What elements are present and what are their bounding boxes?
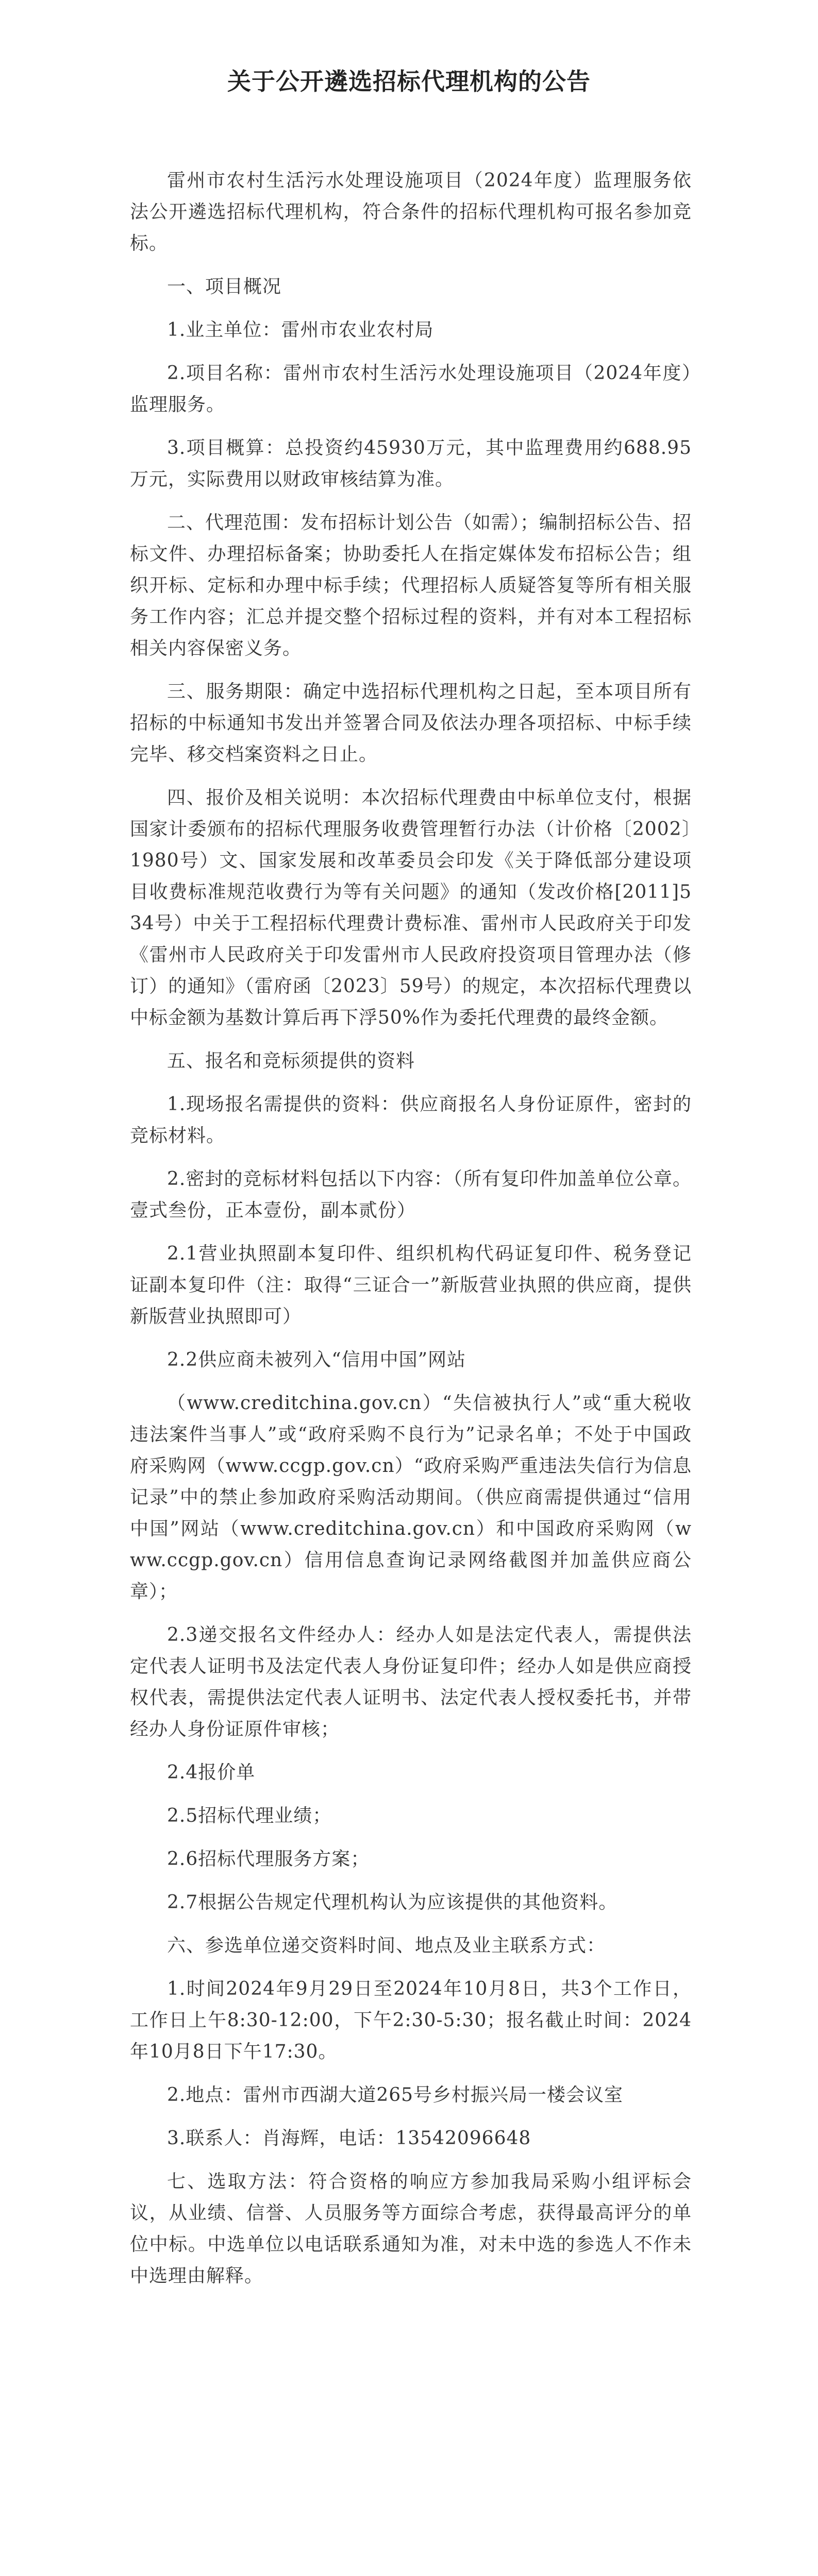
heading-required-materials: 五、报名和竞标须提供的资料: [167, 1050, 415, 1072]
paragraph-submission-time: 1.时间2024年9月29日至2024年10月8日，共3个工作日，工作日上午8:30-12:00，下午2:30-5:30；报名截止时间：2024年10月8日下午17:30。: [130, 1978, 692, 2062]
paragraph-intro: 雷州市农村生活污水处理设施项目（2024年度）监理服务依法公开遴选招标代理机构，符合条件的招标代理机构可报名参加竞标。: [130, 170, 692, 254]
paragraph-owner: 1.业主单位：雷州市农业农村局: [167, 319, 434, 341]
heading-project-overview: 一、项目概况: [167, 276, 282, 297]
paragraph-quotation: 2.4报价单: [167, 1762, 256, 1783]
paragraph-agent-documents: 2.3递交报名文件经办人：经办人如是法定代表人，需提供法定代表人证明书及法定代表人身份证复印件；经办人如是供应商授权代表，需提供法定代表人证明书、法定代表人授权委托书，并带经办人身份证原件审核；: [130, 1624, 692, 1740]
paragraph-credit-check-detail: （www.creditchina.gov.cn）“失信被执行人”或“重大税收违法案件当事人”或“政府采购不良行为”记录名单；不处于中国政府采购网（www.ccgp.gov.cn）“政府采购严重违法失信行为信息记录”中的禁止参加政府采购活动期间。（供应商需提供通过“信用中国”网站（www.creditchina.gov.cn）和中国政府采购网（www.ccgp.gov.cn）信用信息查询记录网络截图并加盖供应商公章）；: [130, 1393, 692, 1602]
page-title: 关于公开遴选招标代理机构的公告: [227, 67, 591, 95]
paragraph-contact: 3.联系人：肖海辉，电话：13542096648: [167, 2128, 531, 2149]
paragraph-agency-scope: 二、代理范围：发布招标计划公告（如需）；编制招标公告、招标文件、办理招标备案；协助委托人在指定媒体发布招标公告；组织开标、定标和办理中标手续；代理招标人质疑答复等所有相关服务工作内容；汇总并提交整个招标过程的资料，并有对本工程招标相关内容保密义务。: [130, 512, 692, 659]
paragraph-submission-location: 2.地点：雷州市西湖大道265号乡村振兴局一楼会议室: [167, 2084, 624, 2106]
paragraph-selection-method: 七、选取方法：符合资格的响应方参加我局采购小组评标会议，从业绩、信誉、人员服务等方面综合考虑，获得最高评分的单位中标。中选单位以电话联系通知为准，对未中选的参选人不作未中选理由解释。: [130, 2171, 692, 2286]
paragraph-business-license: 2.1营业执照副本复印件、组织机构代码证复印件、税务登记证副本复印件（注：取得“三证合一”新版营业执照的供应商，提供新版营业执照即可）: [130, 1243, 692, 1327]
paragraph-project-name: 2.项目名称：雷州市农村生活污水处理设施项目（2024年度）监理服务。: [130, 363, 692, 415]
paragraph-service-plan: 2.6招标代理服务方案；: [167, 1849, 370, 1870]
paragraph-credit-check: 2.2供应商未被列入“信用中国”网站: [167, 1349, 466, 1370]
paragraph-onsite-registration: 1.现场报名需提供的资料：供应商报名人身份证原件，密封的竞标材料。: [130, 1094, 692, 1146]
paragraph-service-period: 三、服务期限：确定中选招标代理机构之日起，至本项目所有招标的中标通知书发出并签署合同及依法办理各项招标、中标手续完毕、移交档案资料之日止。: [130, 681, 692, 765]
document-body: [130, 165, 692, 2303]
paragraph-agency-performance: 2.5招标代理业绩；: [167, 1805, 332, 1826]
paragraph-sealed-materials: 2.密封的竞标材料包括以下内容：（所有复印件加盖单位公章。壹式叁份，正本壹份，副本贰份）: [130, 1168, 692, 1221]
paragraph-budget: 3.项目概算：总投资约45930万元，其中监理费用约688.95万元，实际费用以财政审核结算为准。: [130, 437, 692, 490]
heading-submission-info: 六、参选单位递交资料时间、地点及业主联系方式：: [167, 1935, 606, 1956]
paragraph-fee-notes: 四、报价及相关说明：本次招标代理费由中标单位支付，根据国家计委颁布的招标代理服务收费管理暂行办法（计价格〔2002〕1980号）文、国家发展和改革委员会印发《关于降低部分建设项目收费标准规范收费行为等有关问题》的通知（发改价格[2011]534号）中关于工程招标代理费计费标准、雷州市人民政府关于印发《雷州市人民政府关于印发雷州市人民政府投资项目管理办法（修订）的通知》（雷府函〔2023〕59号）的规定，本次招标代理费以中标金额为基数计算后再下浮50%作为委托代理费的最终金额。: [130, 787, 692, 1028]
paragraph-other-materials: 2.7根据公告规定代理机构认为应该提供的其他资料。: [167, 1892, 618, 1913]
